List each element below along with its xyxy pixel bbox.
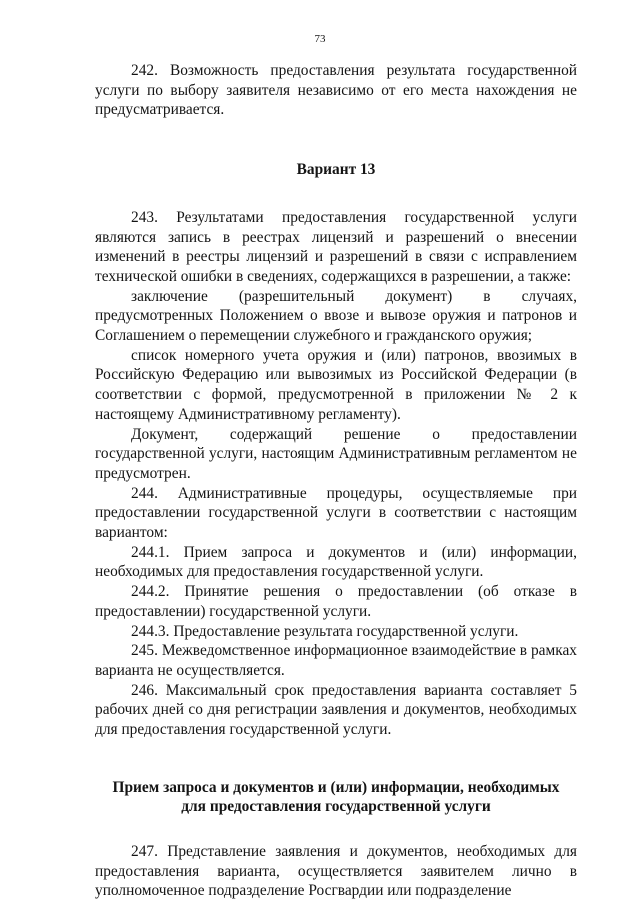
page-number: 73 <box>314 33 326 45</box>
document-body <box>95 61 577 901</box>
paragraph-243-conclusion: заключение (разрешительный документ) в случаях, предусмотренных Положением о ввозе и вывозе оружия и патронов и Соглашением о перемещении служебного и гражданского оружия; <box>95 287 577 345</box>
paragraph-244-2: 244.2. Принятие решения о предоставлении (об отказе в предоставлении) государственной услуги. <box>95 583 577 620</box>
subheading-line-1: Прием запроса и документов и (или) информации, необходимых <box>112 778 560 796</box>
variant-heading: Вариант 13 <box>296 161 376 179</box>
paragraph-247: 247. Представление заявления и документов, необходимых для предоставления варианта, осуществляется заявителем лично в уполномоченное подразделение Росгвардии или подразделение <box>95 842 577 900</box>
paragraph-244: 244. Административные процедуры, осуществляемые при предоставлении государственной услуги в соответствии с настоящим вариантом: <box>95 484 577 542</box>
paragraph-243-document: Документ, содержащий решение о предоставлении государственной услуги, настоящим Административным регламентом не предусмотрен. <box>95 425 577 482</box>
paragraph-244-3: 244.3. Предоставление результата государственной услуги. <box>131 622 519 640</box>
paragraph-242: 242. Возможность предоставления результата государственной услуги по выбору заявителя независимо от его места нахождения не предусматривается. <box>95 62 577 119</box>
paragraph-243-list: список номерного учета оружия и (или) патронов, ввозимых в Российскую Федерацию или вывозимых из Российской Федерации (в соответствии с формой, предусмотренной в приложении № 2 к настоящему Административному регламенту). <box>95 346 577 423</box>
paragraph-246: 246. Максимальный срок предоставления варианта составляет 5 рабочих дней со дня регистрации заявления и документов, необходимых для предоставления государственной услуги. <box>95 681 577 739</box>
paragraph-244-1: 244.1. Прием запроса и документов и (или) информации, необходимых для предоставления государственной услуги. <box>95 543 577 581</box>
paragraph-243: 243. Результатами предоставления государственной услуги являются запись в реестрах лицензий и разрешений о внесении изменений в реестры лицензий и разрешений в связи с исправлением технической ошибки в сведениях, содержащихся в разрешении, а также: <box>95 208 577 285</box>
subheading-line-2: для предоставления государственной услуги <box>181 797 491 815</box>
paragraph-245: 245. Межведомственное информационное взаимодействие в рамках варианта не осуществляется. <box>95 642 577 679</box>
section-subheading <box>95 778 577 816</box>
